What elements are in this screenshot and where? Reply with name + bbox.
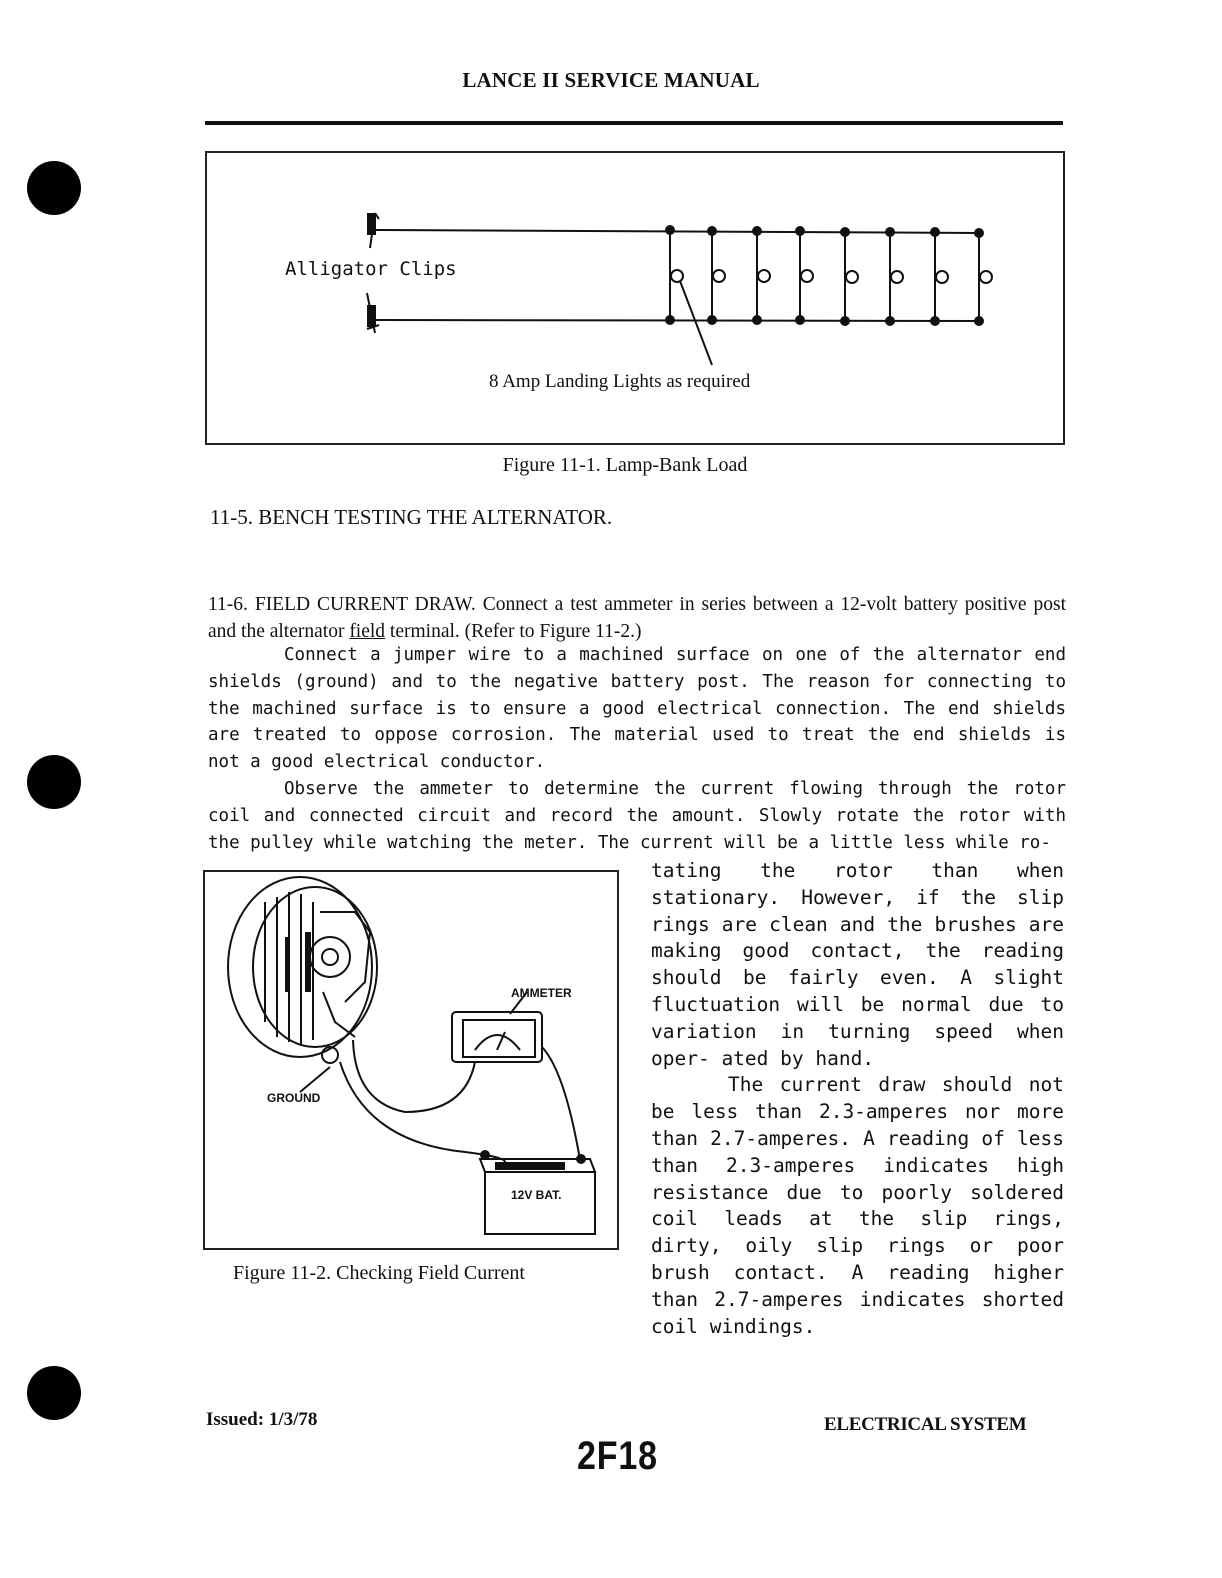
- section-11-5-heading: 11-5. BENCH TESTING THE ALTERNATOR.: [210, 505, 613, 529]
- label-landing-lights: 8 Amp Landing Lights as required: [489, 371, 751, 392]
- paragraph-rotating-rotor: tating the rotor than when stationary. However, if the slip rings are clean and the brushes are making good contact, the reading should be fairly even. A slight fluctuation will be normal due to variation in turning speed when oper- ated by hand.: [651, 859, 1064, 1070]
- section-11-6-heading: 11-6. FIELD CURRENT DRAW.: [208, 594, 476, 615]
- label-ground: GROUND: [267, 1091, 321, 1105]
- page-header: LANCE II SERVICE MANUAL: [462, 68, 760, 92]
- paragraph-field-current-draw: [208, 592, 1066, 646]
- p1-text-b: terminal. (Refer to Figure 11-2.): [385, 620, 642, 642]
- right-column-text: [651, 858, 1064, 1340]
- figure-lamp-bank-load: [205, 151, 1065, 445]
- lamp-bank-diagram: [207, 153, 1063, 443]
- label-ammeter: AMMETER: [511, 986, 572, 1000]
- punch-hole-middle: [27, 755, 81, 809]
- footer-page-code: 2F18: [577, 1434, 658, 1478]
- punch-hole-bottom: [27, 1366, 81, 1420]
- paragraph-current-draw-limits: The current draw should not be less than 2.3-amperes nor more than 2.7-amperes. A reading of less than 2.3-amperes indicates high resistance due to poorly soldered coil leads at the slip rings, dirty, oily slip rings or poor brush contact. A reading higher than 2.7-amperes indicates shorted coil windings.: [651, 1073, 1064, 1338]
- label-battery: 12V BAT.: [511, 1188, 562, 1202]
- figure2-caption: Figure 11-2. Checking Field Current: [233, 1262, 525, 1284]
- figure-checking-field-current: [203, 870, 619, 1250]
- footer-section-name: ELECTRICAL SYSTEM: [824, 1414, 1027, 1435]
- paragraph-observe-ammeter: Observe the ammeter to determine the current flowing through the rotor coil and connected circuit and record the amount. Slowly rotate the rotor with the pulley while watching the meter. The current will be a little less while ro-: [208, 779, 1066, 853]
- paragraph-jumper-wire: Connect a jumper wire to a machined surface on one of the alternator end shields (ground) and to the negative battery post. The reason for connecting to the machined surface is to ensure a good electrical connection. The end shields are treated to oppose corrosion. The material used to treat the end shields is not a good electrical conductor.: [208, 645, 1066, 773]
- header-rule: [205, 121, 1063, 125]
- p1-field-word: field: [349, 620, 386, 642]
- label-alligator-clips: Alligator Clips: [285, 258, 457, 280]
- footer-issued-date: Issued: 1/3/78: [206, 1409, 318, 1430]
- p1-text-a: Connect a test ammeter in series between a 12-volt battery positive post and the alternator: [208, 594, 1066, 642]
- figure1-caption: Figure 11-1. Lamp-Bank Load: [502, 454, 748, 476]
- punch-hole-top: [27, 161, 81, 215]
